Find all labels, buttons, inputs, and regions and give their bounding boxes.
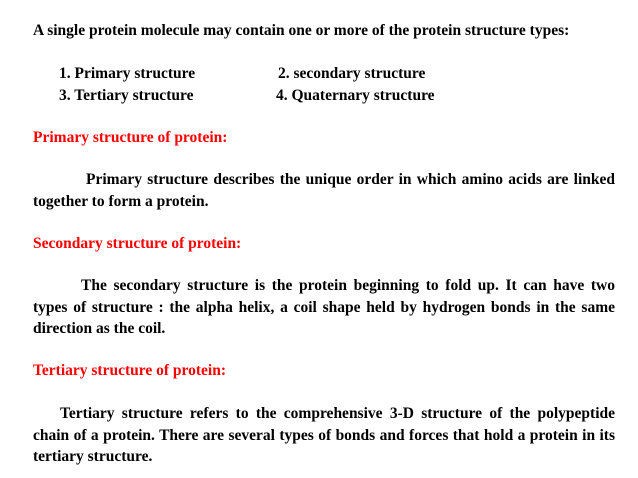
list-item-primary: 1. Primary structure [59, 65, 196, 82]
list-item-quaternary: 4. Quaternary structure [276, 87, 435, 104]
list-item-secondary: 2. secondary structure [278, 65, 426, 82]
list-item-tertiary: 3. Tertiary structure [59, 87, 194, 104]
section-body-primary: Primary structure describes the unique order in which amino acids are linked together to form a protein. [33, 171, 615, 210]
section-heading-secondary: Secondary structure of protein: [33, 235, 242, 252]
section-heading-tertiary: Tertiary structure of protein: [33, 362, 226, 379]
section-heading-primary: Primary structure of protein: [33, 129, 228, 146]
intro-paragraph: A single protein molecule may contain one or more of the protein structure types: [33, 22, 570, 39]
section-body-secondary: The secondary structure is the protein beginning to fold up. It can have two types of structure : the alpha helix, a coil shape held by hydrogen bonds in the same direction as the coil. [33, 277, 615, 337]
section-body-tertiary: Tertiary structure refers to the comprehensive 3-D structure of the polypeptide chain of a protein. There are several types of bonds and forces that hold a protein in its tertiary structure. [33, 405, 615, 465]
